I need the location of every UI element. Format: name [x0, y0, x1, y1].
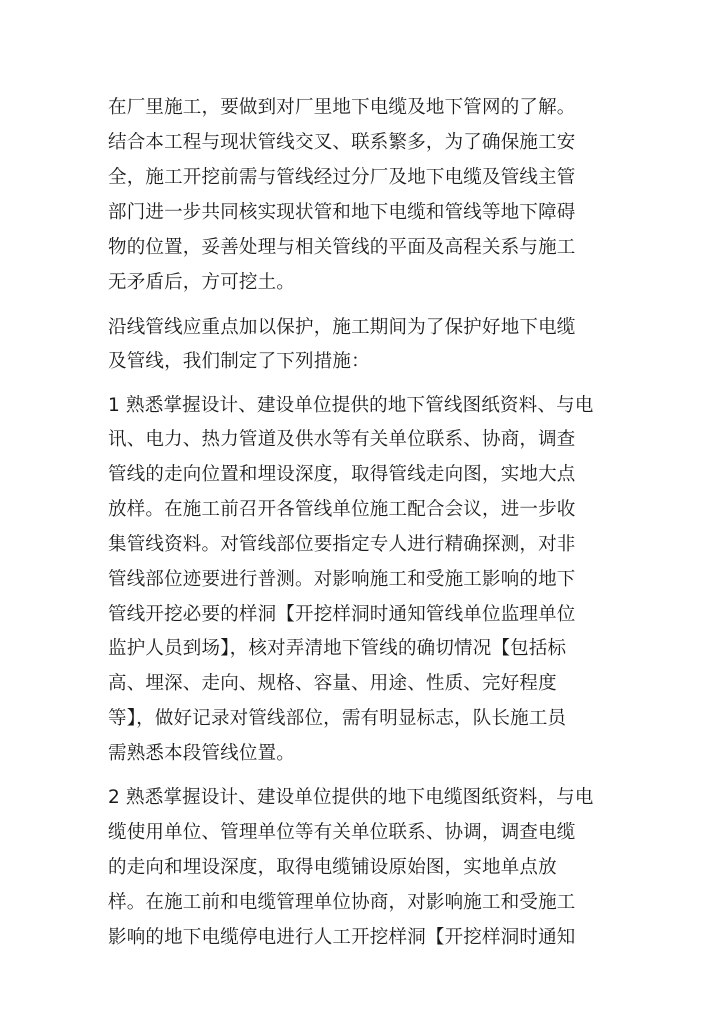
text-line: 等】，做好记录对管线部位，需有明显标志，队长施工员 — [108, 708, 567, 729]
text-line: 集管线资料。对管线部位要指定专人进行精确探测，对非 — [108, 534, 576, 555]
text-line: 管线部位迹要进行普测。对影响施工和受施工影响的地下 — [108, 569, 576, 590]
text-line: 1 熟悉掌握设计、建设单位提供的地下管线图纸资料、与电 — [108, 395, 594, 416]
text-line: 管线开挖必要的样洞【开挖样洞时通知管线单位监理单位 — [108, 604, 576, 625]
text-line: 物的位置，妥善处理与相关管线的平面及高程关系与施工 — [108, 237, 576, 258]
text-line: 结合本工程与现状管线交叉、联系繁多，为了确保施工安 — [108, 132, 576, 153]
text-line: 放样。在施工前召开各管线单位施工配合会议，进一步收 — [108, 499, 576, 520]
text-line: 样。在施工前和电缆管理单位协商，对影响施工和受施工 — [108, 892, 576, 913]
text-line: 的走向和埋设深度，取得电缆铺设原始图，实地单点放 — [108, 857, 557, 878]
text-line: 在厂里施工，要做到对厂里地下电缆及地下管网的了解。 — [108, 97, 576, 118]
text-line: 及管线，我们制定了下列措施： — [108, 351, 370, 372]
text-line: 部门进一步共同核实现状管和地下电缆和管线等地下障碍 — [108, 202, 576, 223]
text-line: 高、埋深、走向、规格、容量、用途、性质、完好程度 — [108, 673, 557, 694]
text-line: 影响的地下电缆停电进行人工开挖样洞【开挖样洞时通知 — [108, 927, 576, 948]
text-line: 全，施工开挖前需与管线经过分厂及地下电缆及管线主管 — [108, 167, 576, 188]
text-line: 讯、电力、热力管道及供水等有关单位联系、协商，调查 — [108, 429, 576, 450]
text-line: 沿线管线应重点加以保护，施工期间为了保护好地下电缆 — [108, 317, 576, 338]
text-line: 需熟悉本段管线位置。 — [108, 743, 296, 764]
text-line: 管线的走向位置和埋设深度，取得管线走向图，实地大点 — [108, 464, 576, 485]
text-line: 监护人员到场】，核对弄清地下管线的确切情况【包括标 — [108, 638, 567, 659]
text-line: 无矛盾后，方可挖土。 — [108, 272, 296, 293]
text-line: 缆使用单位、管理单位等有关单位联系、协调，调查电缆 — [108, 822, 576, 843]
text-line: 2 熟悉掌握设计、建设单位提供的地下电缆图纸资料，与电 — [108, 787, 594, 808]
